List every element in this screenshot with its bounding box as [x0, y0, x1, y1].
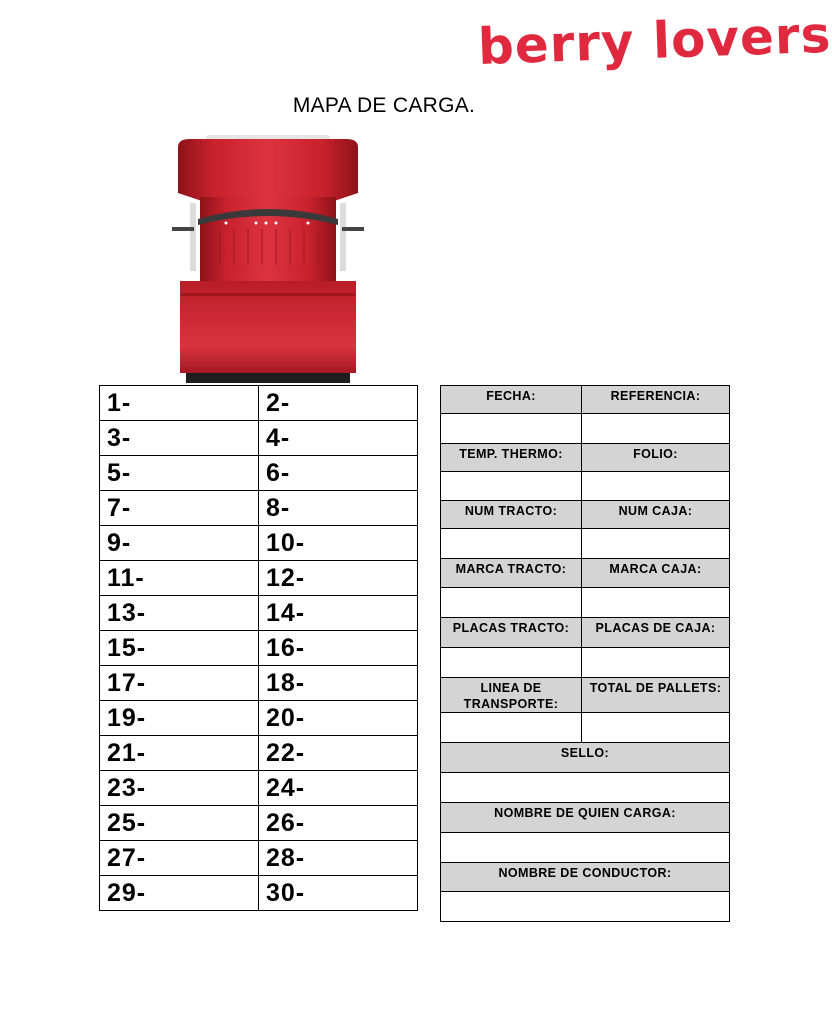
pallet-slot[interactable]: 15- [100, 631, 259, 666]
table-row [100, 596, 418, 631]
pallet-slot[interactable]: 27- [100, 841, 259, 876]
pallet-slot[interactable]: 5- [100, 456, 259, 491]
marca-caja-label: MARCA CAJA: [582, 559, 730, 588]
folio-label: FOLIO: [582, 444, 730, 472]
total-pallets-field[interactable] [582, 713, 730, 743]
pallet-slot[interactable]: 21- [100, 736, 259, 771]
pallet-slot[interactable]: 4- [259, 421, 418, 456]
truck-top-view-image [168, 133, 368, 383]
table-row [100, 841, 418, 876]
pallet-slot[interactable]: 30- [259, 876, 418, 911]
num-caja-label: NUM CAJA: [582, 501, 730, 529]
num-tracto-label: NUM TRACTO: [441, 501, 582, 529]
temp-thermo-label: TEMP. THERMO: [441, 444, 582, 472]
table-row [100, 631, 418, 666]
table-row [100, 666, 418, 701]
nombre-carga-label: NOMBRE DE QUIEN CARGA: [441, 803, 730, 833]
fecha-field[interactable] [441, 414, 582, 444]
shipment-info-table [440, 385, 730, 922]
pallet-slot[interactable]: 11- [100, 561, 259, 596]
referencia-field[interactable] [582, 414, 730, 444]
num-caja-field[interactable] [582, 529, 730, 559]
pallet-map-table [99, 385, 418, 911]
fecha-label: FECHA: [441, 386, 582, 414]
pallet-slot[interactable]: 8- [259, 491, 418, 526]
table-row [100, 701, 418, 736]
table-row [100, 736, 418, 771]
pallet-slot[interactable]: 25- [100, 806, 259, 841]
pallet-slot[interactable]: 3- [100, 421, 259, 456]
pallet-slot[interactable]: 28- [259, 841, 418, 876]
pallet-slot[interactable]: 2- [259, 386, 418, 421]
table-row [100, 456, 418, 491]
nombre-conductor-field[interactable] [441, 892, 730, 922]
table-row [100, 876, 418, 911]
linea-transporte-field[interactable] [441, 713, 582, 743]
pallet-slot[interactable]: 10- [259, 526, 418, 561]
pallet-slot[interactable]: 26- [259, 806, 418, 841]
linea-transporte-label: LINEA DE TRANSPORTE: [441, 678, 582, 713]
pallet-slot[interactable]: 18- [259, 666, 418, 701]
pallet-slot[interactable]: 17- [100, 666, 259, 701]
brand-logo: berry lovers [476, 5, 832, 76]
pallet-slot[interactable]: 1- [100, 386, 259, 421]
pallet-slot[interactable]: 22- [259, 736, 418, 771]
temp-thermo-field[interactable] [441, 472, 582, 501]
pallet-slot[interactable]: 16- [259, 631, 418, 666]
pallet-slot[interactable]: 13- [100, 596, 259, 631]
sello-field[interactable] [441, 773, 730, 803]
page-title: MAPA DE CARGA. [292, 94, 476, 117]
pallet-slot[interactable]: 14- [259, 596, 418, 631]
table-row [100, 771, 418, 806]
pallet-slot[interactable]: 12- [259, 561, 418, 596]
marca-caja-field[interactable] [582, 588, 730, 618]
total-pallets-label: TOTAL DE PALLETS: [582, 678, 730, 713]
pallet-slot[interactable]: 19- [100, 701, 259, 736]
referencia-label: REFERENCIA: [582, 386, 730, 414]
placas-tracto-label: PLACAS TRACTO: [441, 618, 582, 648]
table-row [100, 561, 418, 596]
table-row [100, 526, 418, 561]
marca-tracto-field[interactable] [441, 588, 582, 618]
pallet-slot[interactable]: 24- [259, 771, 418, 806]
table-row [100, 386, 418, 421]
table-row [100, 806, 418, 841]
pallet-slot[interactable]: 6- [259, 456, 418, 491]
pallet-slot[interactable]: 9- [100, 526, 259, 561]
folio-field[interactable] [582, 472, 730, 501]
pallet-slot[interactable]: 7- [100, 491, 259, 526]
pallet-slot[interactable]: 23- [100, 771, 259, 806]
pallet-slot[interactable]: 29- [100, 876, 259, 911]
table-row [100, 421, 418, 456]
placas-tracto-field[interactable] [441, 648, 582, 678]
sello-label: SELLO: [441, 743, 730, 773]
table-row [100, 491, 418, 526]
nombre-carga-field[interactable] [441, 833, 730, 863]
nombre-conductor-label: NOMBRE DE CONDUCTOR: [441, 863, 730, 892]
placas-caja-field[interactable] [582, 648, 730, 678]
marca-tracto-label: MARCA TRACTO: [441, 559, 582, 588]
num-tracto-field[interactable] [441, 529, 582, 559]
pallet-slot[interactable]: 20- [259, 701, 418, 736]
placas-caja-label: PLACAS DE CAJA: [582, 618, 730, 648]
